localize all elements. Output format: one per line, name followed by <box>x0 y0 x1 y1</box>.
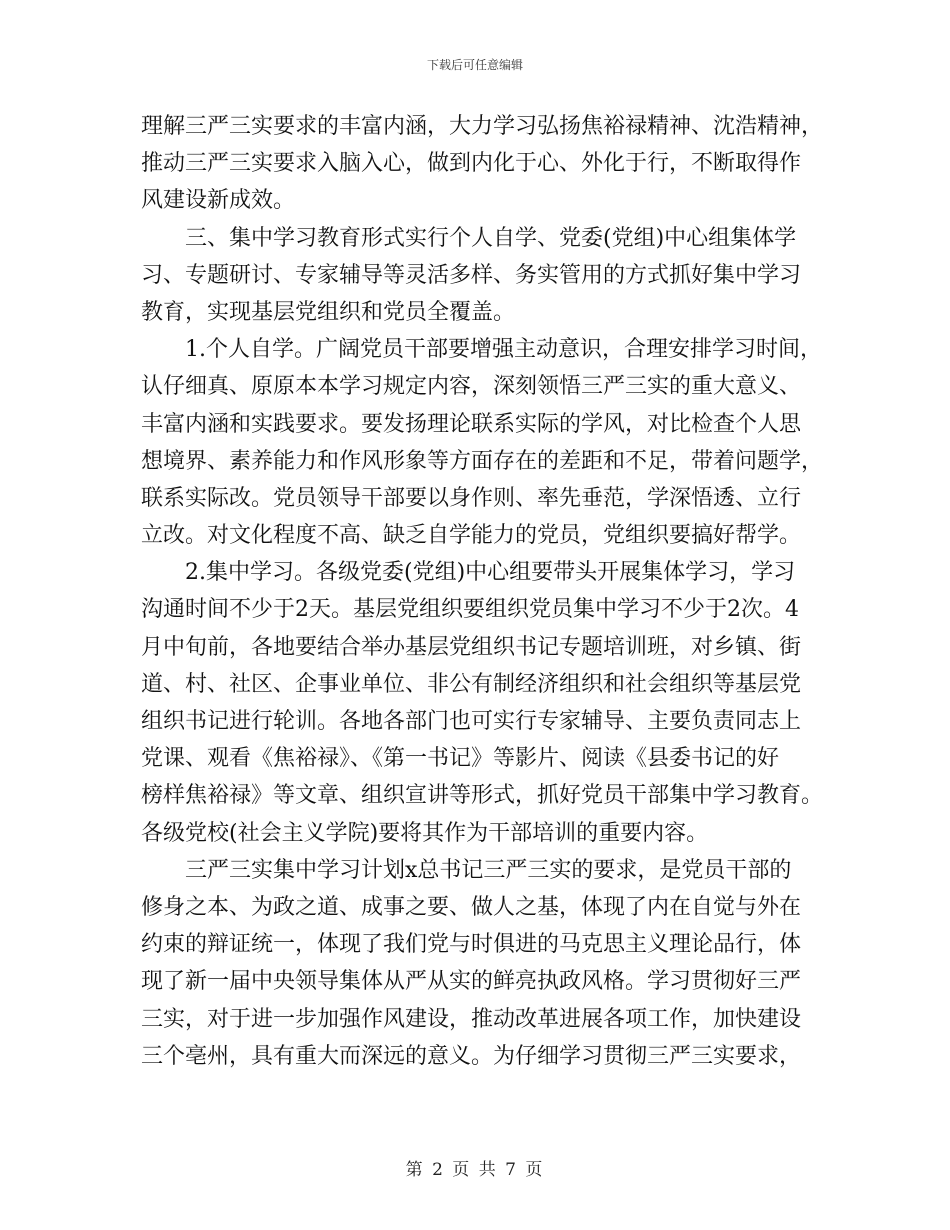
text-line: 党课、观看《焦裕禄》、《第一书记》等影片、阅读《县委书记的好 <box>141 746 780 772</box>
text-line: 现了新一届中央领导集体从严从实的鲜亮执政风格。学习贯彻好三严 <box>141 969 802 995</box>
text-line: 习、专题研讨、专家辅导等灵活多样、务实管用的方式抓好集中学习 <box>141 262 802 288</box>
text-line: 月中旬前，各地要结合举办基层党组织书记专题培训班，对乡镇、街 <box>141 634 802 660</box>
text-line: 约束的辩证统一，体现了我们党与时俱进的马克思主义理论品行，体 <box>141 932 802 958</box>
text-line: 认仔细真、原原本本学习规定内容，深刻领悟三严三实的重大意义、 <box>141 374 802 400</box>
text-line: 三个亳州，具有重大而深远的意义。为仔细学习贯彻三严三实要求， <box>141 1043 802 1069</box>
text-line: 三严三实集中学习计划x总书记三严三实的要求，是党员干部的 <box>141 857 792 883</box>
text-line: 丰富内涵和实践要求。要发扬理论联系实际的学风，对比检查个人思 <box>141 411 802 437</box>
text-line: 教育，实现基层党组织和党员全覆盖。 <box>141 299 516 325</box>
text-line: 推动三严三实要求入脑入心，做到内化于心、外化于行，不断取得作 <box>141 151 802 177</box>
text-line: 2.集中学习。各级党委(党组)中心组要带头开展集体学习，学习 <box>141 560 796 586</box>
text-line: 立改。对文化程度不高、缺乏自学能力的党员，党组织要搞好帮学。 <box>141 523 802 549</box>
text-line: 修身之本、为政之道、成事之要、做人之基，体现了内在自觉与外在 <box>141 894 802 920</box>
page-number: 第 2 页 共 7 页 <box>405 1160 545 1180</box>
text-line: 组织书记进行轮训。各地各部门也可实行专家辅导、主要负责同志上 <box>141 709 802 734</box>
text-line: 联系实际改。党员领导干部要以身作则、率先垂范，学深悟透、立行 <box>141 485 802 511</box>
text-line: 沟通时间不少于2天。基层党组织要组织党员集中学习不少于2次。4 <box>141 597 799 623</box>
text-line: 理解三严三实要求的丰富内涵，大力学习弘扬焦裕禄精神、沈浩精神， <box>141 114 824 139</box>
text-line: 1.个人自学。广阔党员干部要增强主动意识，合理安排学习时间， <box>141 337 822 363</box>
text-line: 三实，对于进一步加强作风建设，推动改革进展各项工作，加快建设 <box>141 1006 802 1032</box>
text-line: 各级党校(社会主义学院)要将其作为干部培训的重要内容。 <box>141 820 709 846</box>
text-line: 风建设新成效。 <box>141 188 296 214</box>
text-line: 三、集中学习教育形式实行个人自学、党委(党组)中心组集体学 <box>141 225 797 251</box>
text-line: 想境界、素养能力和作风形象等方面存在的差距和不足，带着问题学， <box>141 448 824 474</box>
text-line: 道、村、社区、企事业单位、非公有制经济组织和社会组织等基层党 <box>141 671 802 697</box>
page-header-note: 下载后可任意编辑 <box>426 58 523 72</box>
document-body <box>141 108 824 1075</box>
text-line: 榜样焦裕禄》等文章、组织宣讲等形式，抓好党员干部集中学习教育。 <box>141 783 824 809</box>
